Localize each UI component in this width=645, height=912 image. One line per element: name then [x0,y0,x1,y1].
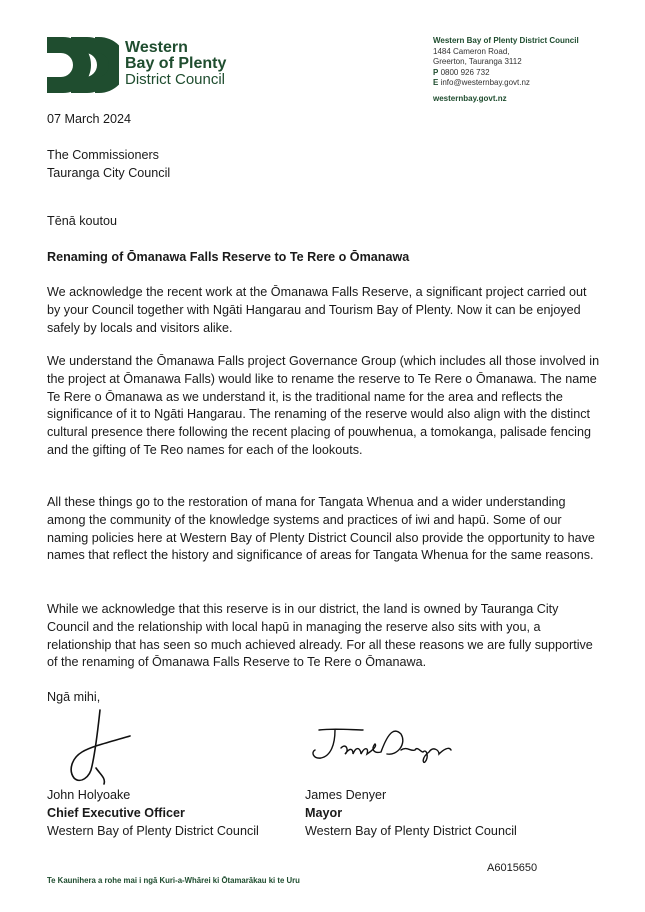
recipient-line-2: Tauranga City Council [47,166,171,180]
signatory-2-name: James Denyer [305,788,387,802]
signature-james-denyer [305,724,465,766]
recipient-line-1: The Commissioners [47,148,159,162]
paragraph-3: All these things go to the restoration of mana for Tangata Whenua and a wider understanding among the community of the knowledge systems and practices of iwi and hapū. Some of our naming policies here at Western Bay of Plenty District Council also provide the opportunity to have names that reflect the history and significance of areas for Tangata Whenua for the same reasons. [47,495,595,563]
email-address[interactable]: info@westernbay.govt.nz [440,78,530,87]
contact-website[interactable]: westernbay.govt.nz [433,93,507,103]
signatory-1-name: John Holyoake [47,788,131,802]
council-logo-icon [47,37,119,93]
council-logo-text [125,40,226,88]
phone-label: P [433,67,439,77]
contact-address-1: 1484 Cameron Road, [433,46,510,56]
signatory-1-block [47,786,259,840]
signatory-1-title: Chief Executive Officer [47,806,185,820]
greeting: Tēnā koutou [47,214,118,228]
document-reference: A6015650 [487,862,538,874]
logo-line-2: Bay of Plenty [125,55,227,72]
paragraph-2: We understand the Ōmanawa Falls project Governance Group (which includes all those involved in the project at Ōmanawa Falls) would like to rename the reserve to Te Rere o Ōmanawa. The name Te Rere o Ōmanawa as we understand it, is the traditional name for the area and reflects the significance of it to Ngāti Hangarau. The renaming of the reserve would also align with the distinct cultural presence there following the recent placing of pouwhenua, a tomokanga, palisade fencing and the gifting of Te Reo names for each of the lookouts. [47,354,600,457]
phone-number: 0800 926 732 [440,67,490,77]
signature-john-holyoake [60,708,140,788]
signatory-2-block [305,786,517,840]
email-label: E [433,78,439,87]
logo-line-1: Western [125,39,188,56]
letter-subject: Renaming of Ōmanawa Falls Reserve to Te Rere o Ōmanawa [47,250,410,264]
paragraph-1: We acknowledge the recent work at the Ōmanawa Falls Reserve, a significant project carried out by your Council together with Ngāti Hangarau and Tourism Bay of Plenty. Now it can be enjoyed safely by locals and visitors alike. [47,285,587,335]
contact-details [433,36,579,104]
signatory-1-org: Western Bay of Plenty District Council [47,824,259,838]
footer-motto: Te Kaunihera a rohe mai i ngā Kuri-a-Whārei ki Ōtamarākau ki te Uru [47,876,300,885]
logo-line-3: District Council [125,71,226,88]
contact-phone [433,68,579,79]
paragraph-4: While we acknowledge that this reserve is in our district, the land is owned by Tauranga City Council and the relationship with local hapū in managing the reserve also sits with you, a relationship that has seen so much achieved already. For all these reasons we are fully supportive of the renaming of Ōmanawa Falls Reserve to Te Rere o Ōmanawa. [47,602,593,670]
contact-email [433,78,579,89]
signoff: Ngā mihi, [47,690,101,704]
contact-address-2: Greerton, Tauranga 3112 [433,57,522,66]
signatory-2-title: Mayor [305,806,343,820]
signatory-2-org: Western Bay of Plenty District Council [305,824,517,838]
contact-org: Western Bay of Plenty District Council [433,36,579,45]
letter-date: 07 March 2024 [47,112,132,126]
